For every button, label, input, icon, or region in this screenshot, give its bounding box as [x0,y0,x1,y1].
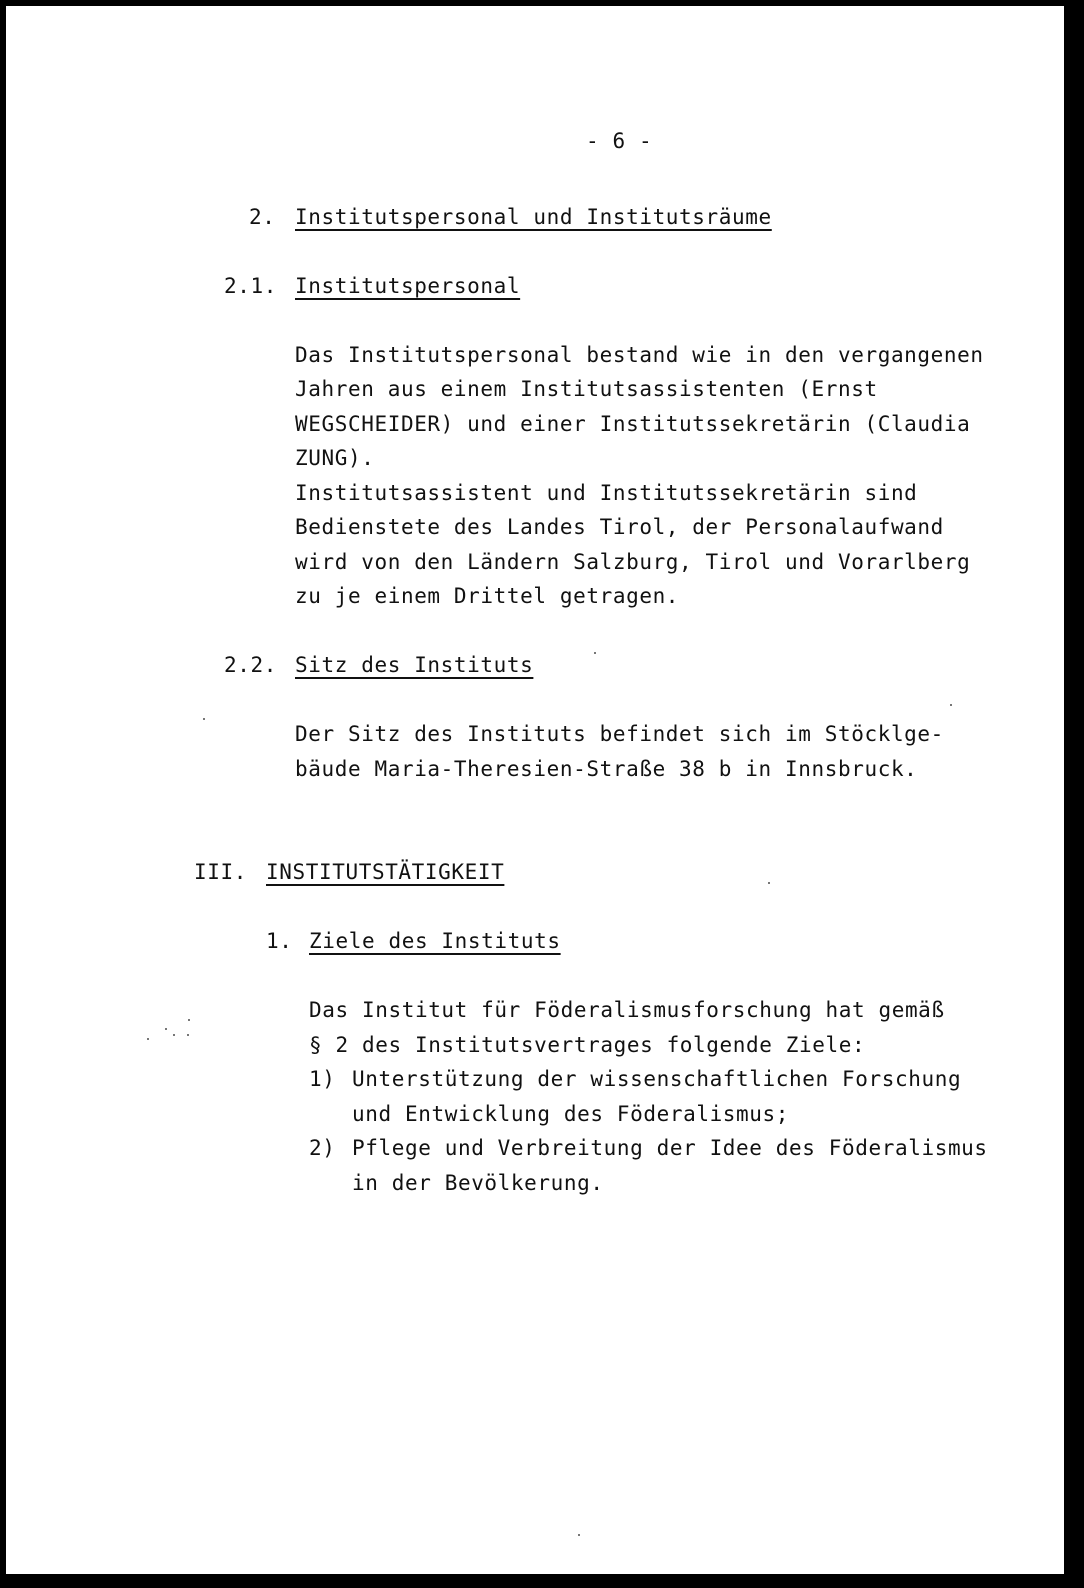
document-page [6,6,1064,1574]
text-line: Pflege und Verbreitung der Idee des Föderalismus [352,1136,988,1160]
list-marker: 2) [309,1136,336,1160]
scan-speck [768,882,770,884]
chapter-number: III. [194,860,247,884]
text-line: und Entwicklung des Föderalismus; [352,1102,790,1126]
scan-speck [165,1028,167,1030]
text-line: zu je einem Drittel getragen. [295,584,680,608]
scan-speck [203,718,205,720]
section-heading: Ziele des Instituts [309,929,561,953]
text-line: Bedienstete des Landes Tirol, der Personalaufwand [295,515,944,539]
scan-speck [173,1034,175,1036]
text-line: Das Institutspersonal bestand wie in den vergangenen [295,343,984,367]
section-heading: Institutspersonal und Institutsräume [295,205,772,229]
text-line: ZUNG). [295,446,375,470]
scan-speck [147,1038,149,1040]
section-number: 2. [249,205,276,229]
scan-speck [578,1534,580,1536]
subsection-number: 2.1. [224,274,277,298]
scan-speck [187,1034,189,1036]
text-line: WEGSCHEIDER) und einer Institutssekretärin (Claudia [295,412,971,436]
text-line: bäude Maria-Theresien-Straße 38 b in Innsbruck. [295,757,918,781]
scan-speck [950,704,952,706]
text-line: Der Sitz des Instituts befindet sich im Stöcklge- [295,722,944,746]
scan-speck [188,1019,190,1021]
section-number: 1. [266,929,293,953]
subsection-heading: Sitz des Instituts [295,653,534,677]
chapter-heading: INSTITUTSTÄTIGKEIT [266,860,505,884]
list-marker: 1) [309,1067,336,1091]
page-number: - 6 - [586,129,653,153]
text-line: Das Institut für Föderalismusforschung hat gemäß [309,998,945,1022]
text-line: wird von den Ländern Salzburg, Tirol und Vorarlberg [295,550,971,574]
text-line: Jahren aus einem Institutsassistenten (Ernst [295,377,878,401]
subsection-heading: Institutspersonal [295,274,521,298]
scan-speck [594,652,596,654]
text-line: § 2 des Institutsvertrages folgende Ziele: [309,1033,866,1057]
text-line: Unterstützung der wissenschaftlichen Forschung [352,1067,962,1091]
text-line: in der Bevölkerung. [352,1171,604,1195]
subsection-number: 2.2. [224,653,277,677]
text-line: Institutsassistent und Institutssekretärin sind [295,481,918,505]
